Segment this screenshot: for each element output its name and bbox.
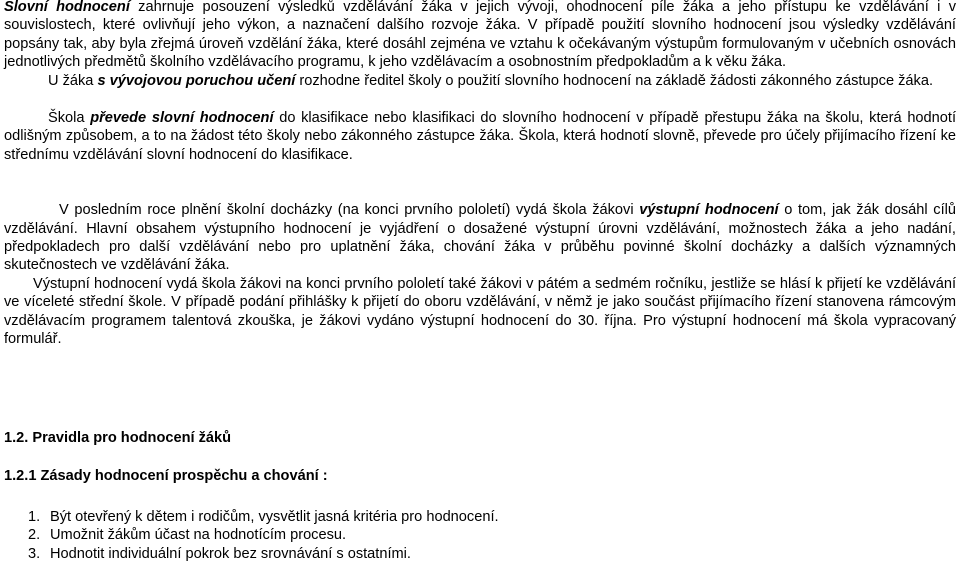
principles-list	[28, 508, 499, 563]
paragraph-conversion	[4, 109, 956, 164]
list-number: 3.	[28, 545, 41, 562]
paragraph-verbal-assessment	[4, 0, 956, 72]
subsection-heading: 1.2.1 Zásady hodnocení prospěchu a chování :	[4, 468, 328, 484]
list-item-text: Umožnit žákům účast na hodnotícím procesu.	[50, 527, 347, 544]
paragraph-final-assessment	[4, 201, 956, 275]
list-item	[28, 526, 499, 544]
term-conversion: převede slovní hodnocení	[90, 110, 274, 127]
paragraph-text: do klasifikace nebo klasifikaci do slovního hodnocení v případě přestupu žáka na školu, která hodnotí odlišným způsobem, a to na žádost této školy nebo zákonného zástupce žáka. Škola, která hodnotí slovně, převede pro účely přijímacího řízení ke střednímu vzdělávání slovní hodnocení do klasifikace.	[4, 110, 957, 163]
paragraph-final-assessment-grades	[4, 275, 956, 349]
paragraph-text: U žáka	[48, 72, 98, 89]
paragraph-text: rozhodne ředitel školy o použití slovního hodnocení na základě žádosti zákonného zástupce žáka.	[295, 72, 934, 89]
paragraph-text: o tom, jak žák dosáhl cílů vzdělávání. Hlavní obsahem výstupního hodnocení je vyjádření o dosažené výstupní úrovni vzdělávání, možnostech žáka a jeho nadání, předpokladech pro další vzdělávání nebo pro uplatnění žáka, chování žáka v průběhu povinné školní docházky a dalších významných skutečnostech ve vzdělávání žáka.	[4, 202, 956, 274]
paragraph-text: V posledním roce plnění školní docházky (na konci prvního pololetí) vydá škola žákovi	[59, 202, 640, 219]
list-item-text: Být otevřený k dětem i rodičům, vysvětlit jasná kritéria pro hodnocení.	[50, 509, 499, 525]
term-verbal-assessment: Slovní hodnocení	[4, 0, 130, 15]
section-heading: 1.2. Pravidla pro hodnocení žáků	[4, 430, 232, 446]
document-body	[4, 0, 957, 562]
list-item-text: Hodnotit individuální pokrok bez srovnávání s ostatními.	[50, 545, 411, 562]
paragraph-learning-disorder	[4, 72, 956, 90]
list-number: 2.	[28, 527, 41, 544]
paragraph-text: Výstupní hodnocení vydá škola žákovi na konci prvního pololetí také žákovi v pátém a sedmém ročníku, jestliže se hlásí k přijetí ke vzdělávání ve víceleté střední škole. V případě podání přihlášky k přijetí do oboru vzdělávání, v němž je jako součást přijímacího řízení stanovena rámcovým vzdělávacím programem talentová zkouška, je žákovi vydáno výstupní hodnocení do 30. října. Pro výstupní hodnocení má škola vypracovaný formulář.	[4, 275, 956, 348]
list-item	[28, 545, 499, 563]
term-final-assessment: výstupní hodnocení	[639, 202, 779, 219]
term-learning-disorder: s vývojovou poruchou učení	[97, 72, 296, 89]
paragraph-text: zahrnuje posouzení výsledků vzdělávání žáka v jejich vývoji, ohodnocení píle žáka a jeho přístupu ke vzdělávání i v souvislostech, které ovlivňují jeho výkon, a naznačení dalšího rozvoje žáka. V případě použití slovního hodnocení jsou výsledky vzdělávání popsány tak, aby byla zřejmá úroveň vzdělání žáka, které dosáhl zejména ve vztahu k očekávaným výstupům formulovaným v učebních osnovách jednotlivých předmětů školního vzdělávacího programu, k jeho vzdělávacím a osobnostním předpokladům a k věku žáka.	[4, 0, 956, 71]
list-number: 1.	[28, 509, 41, 525]
list-item	[28, 508, 499, 526]
paragraph-text: Škola	[48, 110, 91, 127]
